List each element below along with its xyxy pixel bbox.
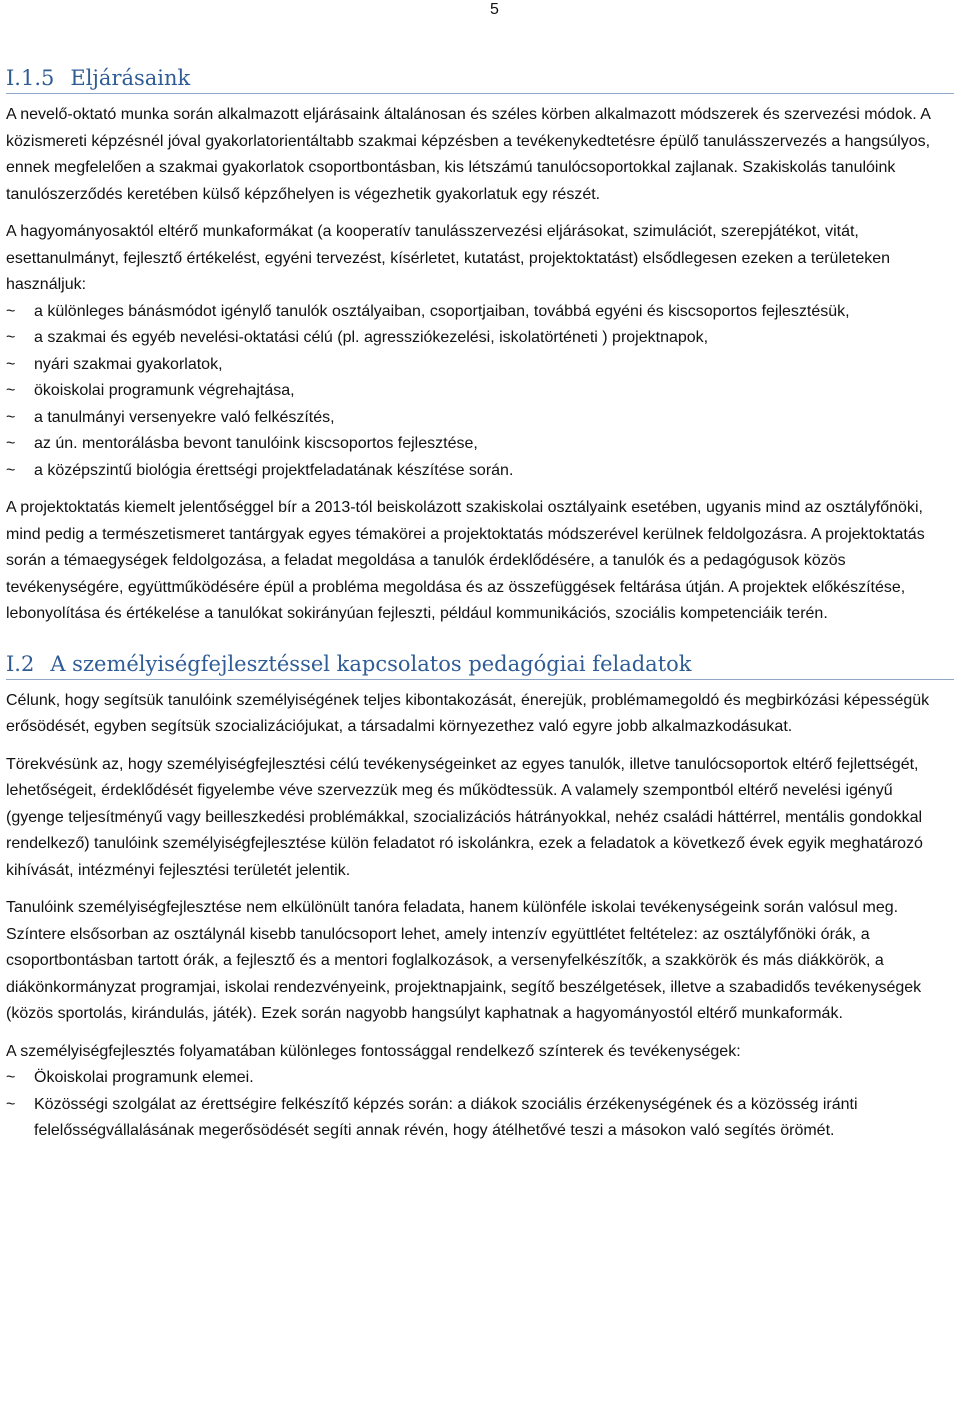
section-heading-eljarasaink [6,64,954,94]
paragraph: A hagyományosaktól eltérő munkaformákat (a kooperatív tanulásszervezési eljárásokat, szimulációt, szerepjátékot, vitát, esettanulmányt, fejlesztő értékelést, egyéni tervezést, kísérletet, kutatást, projektoktatást) elsődlegesen ezeken a területeken használjuk: [6,223,891,293]
list-item: ~ ökoiskolai programunk végrehajtása, [6,378,954,405]
list-item: ~ a szakmai és egyéb nevelési-oktatási célú (pl. agressziókezelési, iskolatörténeti ) projektnapok, [6,325,954,352]
section-title: Eljárásaink [70,66,191,90]
section-number: I.2 [6,651,35,676]
paragraph: Célunk, hogy segítsük tanulóink személyiségének teljes kibontakozását, énerejük, problémamegoldó és megbirkózási képességük erősödését, egyben segítsük szocializációjukat, a társadalmi környezethez való egyre jobb alkalmazkodásukat. [6,691,930,735]
section-number: I.1.5 [6,66,55,90]
activities-list [6,1065,954,1145]
list-item: ~ Ökoiskolai programunk elemei. [6,1065,954,1092]
list-item: ~ Közösségi szolgálat az érettségire felkészítő képzés során: a diákok szociális érzékenységének és a közösség iránti felelősségvállalásának megerősödését segíti annak révén, hogy átélhetővé teszi a másokon való segítés örömét. [6,1092,954,1145]
paragraph: A projektoktatás kiemelt jelentőséggel bír a 2013-tól beiskolázott szakiskolai osztályaink esetében, ugyanis mind az osztályfőnöki, mind pedig a természetismeret tantárgyak egyes témakörei a projektoktatás módszerével kerülnek feldolgozásra. A projektoktatás során a témaegységek feldolgozása, a feladat megoldása a tanulók érdeklődésére, a tanulók és a pedagógusok közös tevékenységére, együttműködésére épül a probléma megoldása és az összefüggések feltárása útján. A projektek előkészítése, lebonyolítása és értékelése a tanulókat sokirányúan fejleszti, például kommunikációs, szociális kompetenciáik terén. [6,499,925,622]
methods-list [6,299,954,485]
paragraph: A személyiségfejlesztés folyamatában különleges fontossággal rendelkező színterek és tevékenységek: [6,1042,741,1060]
paragraph: Törekvésünk az, hogy személyiségfejlesztési célú tevékenységeinket az egyes tanulók, illetve tanulócsoportok eltérő fejlettségét, lehetőségeit, érdeklődését figyelembe véve szervezzük meg és működtessük. A valamely szempontból eltérő nevelési igényű (gyenge teljesítményű vagy beilleszkedési problémákkal, szocializációs hátrányokkal, nehéz családi háttérrel, mentális gondokkal rendelkező) tanulóink személyiségfejlesztése külön feladatot ró iskolánkra, ezek a feladatok a következő évek egyik meghatározó kihívását, intézményi fejlesztési területét jelentik. [6,755,923,879]
paragraph: A nevelő-oktató munka során alkalmazott eljárásaink általánosan és széles körben alkalmazott módszerek és szervezési módok. A közismereti képzésnél jóval gyakorlatorientáltabb szakmai képzésben a tevékenykedtetésre épülő tanulásszervezés a hangsúlyos, ennek megfelelően a szakmai gyakorlatok csoportbontásban, kis létszámú tanulócsoportokkal zajlanak. Szakiskolás tanulóink tanulószerződés keretében külső képzőhelyen is végezhetik gyakorlatuk egy részét. [6,106,931,203]
page-number: 5 [490,1,499,18]
paragraph: Tanulóink személyiségfejlesztése nem elkülönült tanóra feladata, hanem különféle iskolai tevékenységeink során valósul meg. Színtere elsősorban az osztálynál kisebb tanulócsoport lehet, amely intenzív együttlétet feltételez: az osztályfőnöki órák, a csoportbontásban tartott órák, a fejlesztő és a mentori foglalkozások, a versenyfelkészítők, a szakkörök és más diákkörök, a diákönkormányzat programjai, iskolai rendezvényeink, projektnapjaink, segítő beszélgetések, illetve a szabadidős tevékenységek (közös sportolás, kirándulás, játék). Ezek során nagyobb hangsúlyt kaphatnak a hagyományostól eltérő munkaformák. [6,899,922,1022]
list-item: ~ a középszintű biológia érettségi projektfeladatának készítése során. [6,458,954,485]
list-item: ~ a különleges bánásmódot igénylő tanulók osztályaiban, csoportjaiban, továbbá egyéni és kiscsoportos fejlesztésük, [6,299,954,326]
section-heading-szemelyisegfejlesztes [6,650,954,680]
document-body [6,64,954,1145]
list-item: ~ a tanulmányi versenyekre való felkészítés, [6,405,954,432]
section-title: A személyiségfejlesztéssel kapcsolatos pedagógiai feladatok [50,651,692,676]
list-item: ~ nyári szakmai gyakorlatok, [6,352,954,379]
list-item: ~ az ún. mentorálásba bevont tanulóink kiscsoportos fejlesztése, [6,431,954,458]
